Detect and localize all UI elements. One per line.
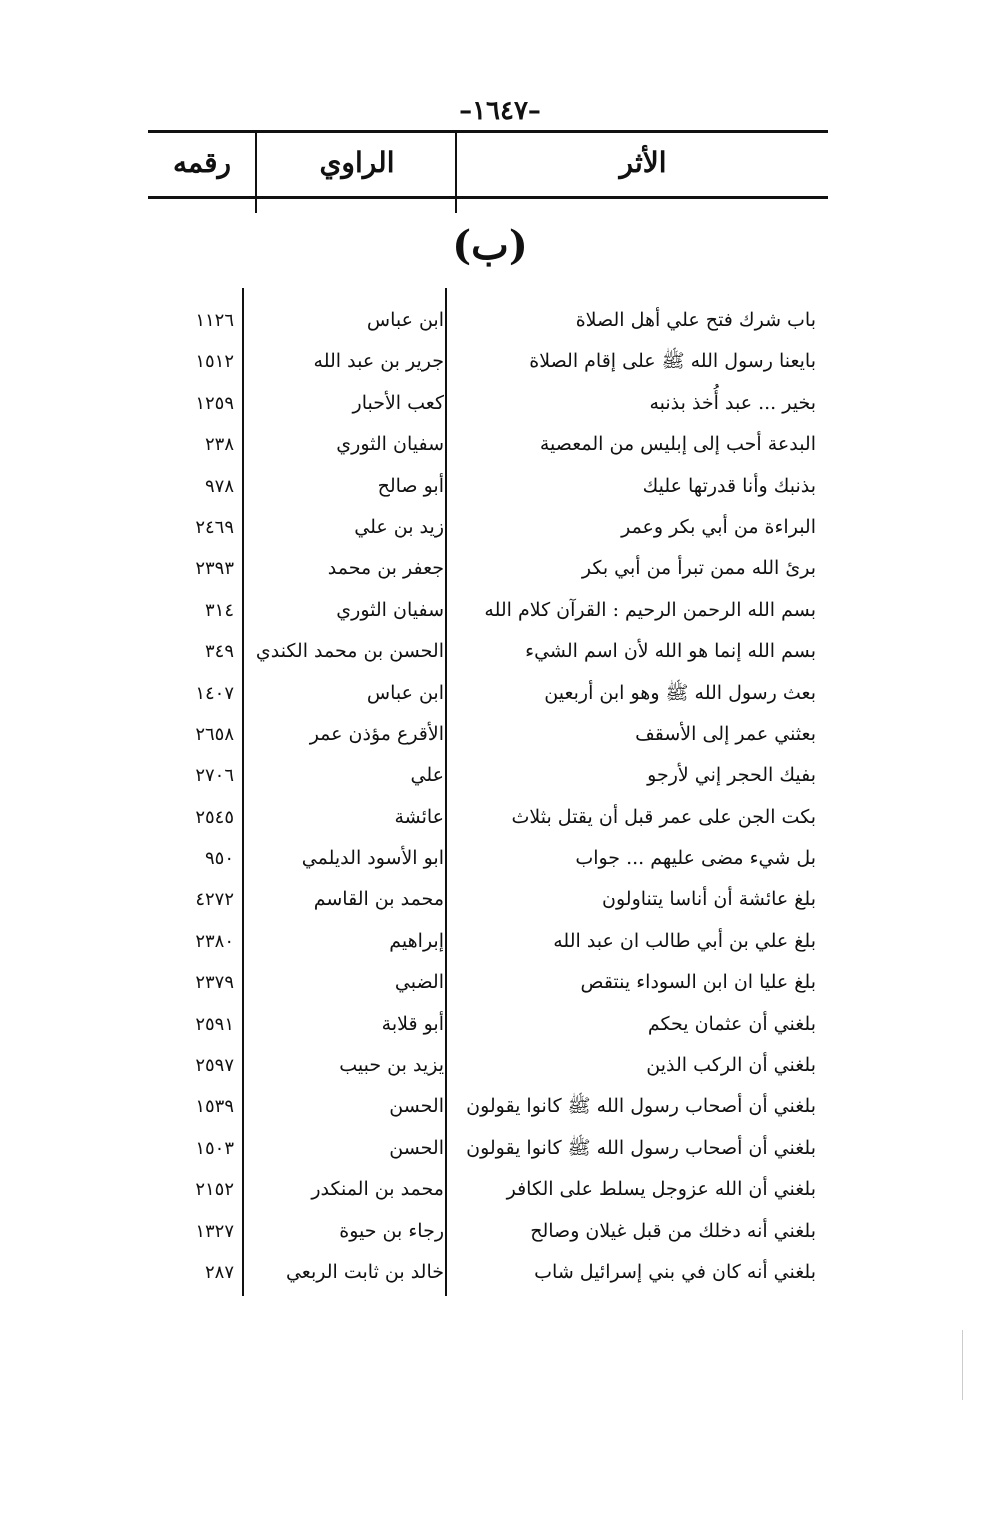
table-row <box>148 1004 828 1045</box>
row-raqm: ٢٤٦٩ <box>195 516 234 538</box>
row-rawi: أبو صالح <box>377 474 444 497</box>
row-athar: بعثني عمر إلى الأسقف <box>635 722 816 745</box>
row-raqm: ٢٣٨٠ <box>195 930 234 952</box>
row-rawi: زيد بن علي <box>354 515 444 538</box>
row-rawi: محمد بن القاسم <box>313 888 444 911</box>
row-rawi: الأقرع مؤذن عمر <box>309 722 444 745</box>
row-athar: بلغ عائشة أن أناسا يتناولون <box>602 888 816 911</box>
row-rawi: سفيان الثوري <box>336 433 444 456</box>
row-rawi: الضبي <box>394 971 444 994</box>
table-row <box>148 1086 828 1127</box>
row-athar: بفيك الحجر إني لأرجو <box>647 764 816 787</box>
row-raqm: ٢٥٤٥ <box>195 806 234 828</box>
row-raqm: ٢١٥٢ <box>195 1179 234 1201</box>
header-divider <box>455 133 457 196</box>
row-rawi: سفيان الثوري <box>336 598 444 621</box>
table-row <box>148 548 828 589</box>
row-athar: بلغني أنه دخلك من قبل غيلان وصالح <box>530 1219 816 1242</box>
row-athar: بعث رسول الله ﷺ وهو ابن أربعين <box>544 681 816 704</box>
scan-margin-mark <box>962 1330 963 1400</box>
row-athar: بلغني أن أصحاب رسول الله ﷺ كانوا يقولون <box>466 1136 816 1159</box>
row-raqm: ٩٥٠ <box>204 848 234 870</box>
row-raqm: ٢٨٧ <box>204 1261 234 1283</box>
table-row <box>148 1128 828 1169</box>
row-raqm: ٣١٤ <box>204 599 234 621</box>
row-raqm: ١٤٠٧ <box>195 682 234 704</box>
row-raqm: ٢٣٨ <box>204 434 234 456</box>
row-raqm: ١١٢٦ <box>195 310 234 331</box>
row-athar: بايعنا رسول الله ﷺ على إقام الصلاة <box>529 350 816 373</box>
table-row <box>148 507 828 548</box>
section-letter: (ب) <box>452 222 528 269</box>
row-athar: بلغني أن أصحاب رسول الله ﷺ كانوا يقولون <box>466 1095 816 1118</box>
table-row <box>148 921 828 962</box>
row-rawi: يزيد بن حبيب <box>339 1054 444 1077</box>
row-athar: بلغني أنه كان في بني إسرائيل شاب <box>534 1260 816 1283</box>
column-divider-stub <box>455 199 457 213</box>
row-raqm: ١٥٠٣ <box>195 1137 234 1159</box>
row-rawi: جعفر بن محمد <box>327 557 444 580</box>
table-row <box>148 673 828 714</box>
table-header <box>148 133 828 196</box>
column-divider-stub <box>255 199 257 213</box>
row-athar: بل شيء مضى عليهم ... جواب <box>575 847 816 870</box>
row-raqm: ٢٥٩٧ <box>195 1055 234 1077</box>
page-number: –١٦٤٧– <box>459 96 541 126</box>
row-rawi: جرير بن عبد الله <box>313 350 444 373</box>
row-raqm: ٢٦٥٨ <box>195 723 234 745</box>
table-row <box>148 383 828 424</box>
table-row <box>148 341 828 382</box>
row-raqm: ٣٤٩ <box>204 641 234 663</box>
row-rawi: محمد بن المنكدر <box>311 1178 444 1201</box>
row-athar: بسم الله إنما هو الله لأن اسم الشيء <box>525 640 816 663</box>
row-raqm: ١٢٥٩ <box>195 392 234 414</box>
table-row <box>148 838 828 879</box>
header-raqm: رقمه <box>172 146 232 179</box>
table-row <box>148 631 828 672</box>
row-rawi: خالد بن ثابت الربعي <box>285 1260 444 1283</box>
table-row <box>148 466 828 507</box>
table-row <box>148 424 828 465</box>
row-athar: بلغ عليا ان ابن السوداء ينتقص <box>580 971 816 994</box>
table-row <box>148 879 828 920</box>
row-raqm: ٢٣٧٩ <box>195 972 234 994</box>
table-row <box>148 797 828 838</box>
row-raqm: ٢٣٩٣ <box>195 558 234 580</box>
row-rawi: عائشة <box>394 805 444 828</box>
row-rawi: كعب الأحبار <box>352 391 444 414</box>
row-athar: بلغني أن عثمان يحكم <box>647 1012 816 1035</box>
table-row <box>148 755 828 796</box>
row-athar: بخير ... عبد أُخذ بذنبه <box>649 391 816 414</box>
table-row <box>148 714 828 755</box>
table-row <box>148 1169 828 1210</box>
row-athar: بلغني أن الركب الذين <box>646 1054 816 1077</box>
row-athar: البراءة من أبي بكر وعمر <box>621 515 816 538</box>
table-body <box>148 300 828 1293</box>
row-raqm: ١٣٢٧ <box>195 1220 234 1242</box>
row-athar: برئ الله ممن تبرأ من أبي بكر <box>581 557 816 580</box>
row-rawi: ابن عباس <box>366 309 444 331</box>
table-row <box>148 590 828 631</box>
header-bottom-rule <box>148 196 828 199</box>
row-athar: بكت الجن على عمر قبل أن يقتل بثلاث <box>511 805 816 828</box>
row-raqm: ٩٧٨ <box>204 475 234 497</box>
row-rawi: علي <box>410 764 444 787</box>
row-rawi: ابن عباس <box>366 681 444 704</box>
table-row <box>148 1211 828 1252</box>
header-divider <box>255 133 257 196</box>
row-raqm: ٢٥٩١ <box>195 1013 234 1035</box>
row-rawi: الحسن بن محمد الكندي <box>255 640 444 663</box>
row-athar: بلغني أن الله عزوجل يسلط على الكافر <box>506 1178 816 1201</box>
row-rawi: ابو الأسود الديلمي <box>301 847 444 870</box>
header-athar: الأثر <box>619 146 667 179</box>
row-raqm: ٤٢٧٢ <box>195 889 234 911</box>
row-raqm: ١٥٣٩ <box>195 1096 234 1118</box>
row-athar: بسم الله الرحمن الرحيم : القرآن كلام الله <box>484 598 816 621</box>
row-raqm: ١٥١٢ <box>195 351 234 373</box>
header-rawi: الراوي <box>319 146 395 179</box>
row-athar: بذنبك وأنا قدرتها عليك <box>642 474 816 497</box>
row-rawi: رجاء بن حيوة <box>339 1219 444 1242</box>
table-row <box>148 1252 828 1293</box>
table-row <box>148 1045 828 1086</box>
row-rawi: الحسن <box>389 1095 444 1118</box>
row-rawi: الحسن <box>389 1136 444 1159</box>
row-rawi: أبو قلابة <box>381 1012 444 1035</box>
row-rawi: إبراهيم <box>389 929 444 952</box>
row-raqm: ٢٧٠٦ <box>195 765 234 787</box>
row-athar: البدعة أحب إلى إبليس من المعصية <box>539 433 816 456</box>
row-athar: بلغ علي بن أبي طالب ان عبد الله <box>553 929 816 952</box>
table-row <box>148 300 828 341</box>
row-athar: باب شرك فتح علي أهل الصلاة <box>575 309 816 331</box>
table-row <box>148 962 828 1003</box>
